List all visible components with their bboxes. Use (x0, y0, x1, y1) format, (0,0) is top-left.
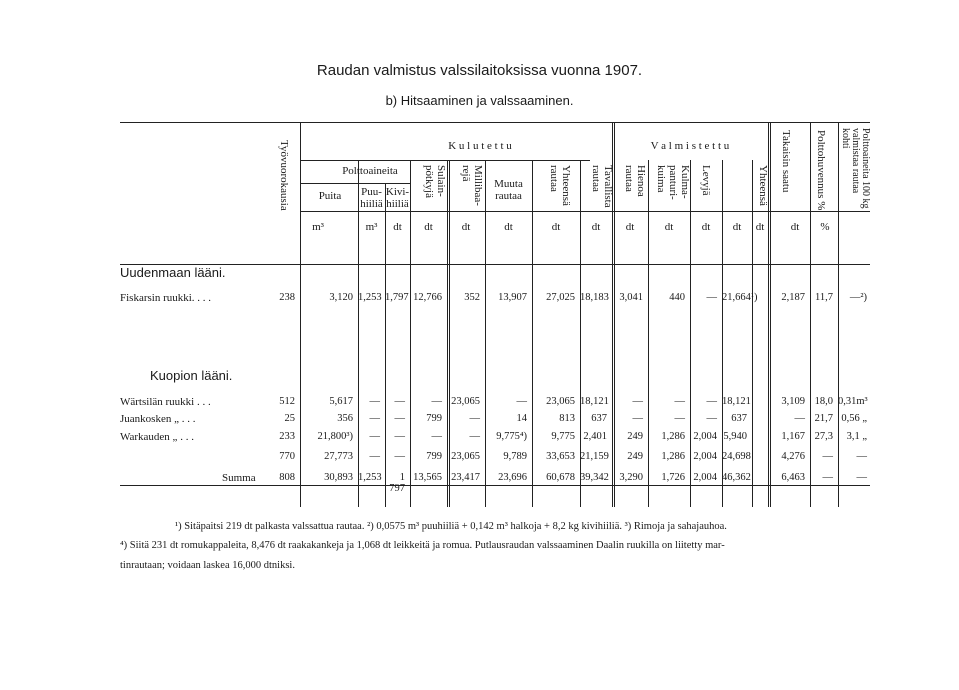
table-cell: 18,0 (814, 396, 833, 407)
header-yhteensa-v: Yhteensä (757, 165, 769, 206)
table-cell: 12,766 (413, 292, 442, 303)
row-name: Wärtsilän ruukki . . . (120, 396, 211, 408)
table-cell: 1,286 (661, 451, 685, 462)
table-cell: 27,773 (324, 451, 353, 462)
header-sulainpotkyja: Sulain- pötkyjä (423, 165, 447, 198)
table-cell: 1,726 (661, 472, 685, 483)
table-cell: 1,253 (358, 472, 382, 483)
table-cell: 21,7 (814, 413, 833, 424)
table-cell: 60,678 (546, 472, 575, 483)
footnote-3: tinrautaan; voidaan laskea 16,000 dtniksi. (120, 560, 295, 571)
table-cell: 2,004 (693, 472, 717, 483)
header-tavallista: Tavallista rautaa (590, 165, 614, 208)
table-cell: 813 (559, 413, 575, 424)
table-cell: 18,183 (580, 292, 609, 303)
table-cell: — (431, 396, 442, 407)
section-title-kuopio: Kuopion lääni. (150, 368, 233, 383)
unit: dt (551, 221, 561, 233)
header-levyja: Levyjä (700, 165, 712, 196)
table-cell: — (856, 451, 867, 462)
row-name: Fiskarsin ruukki. . . . (120, 292, 212, 304)
table-cell: 25 (284, 413, 295, 424)
table-cell: 13,907 (498, 292, 527, 303)
table-cell: 18,121 (580, 396, 609, 407)
table-cell: 238 (279, 292, 295, 303)
table-cell: 9,789 (503, 451, 527, 462)
unit: dt (625, 221, 635, 233)
page-title: Raudan valmistus valssilaitoksissa vuonna 1907. (316, 62, 643, 79)
table-cell: 27,3 (814, 431, 833, 442)
row-name: Summa (222, 472, 256, 484)
table-cell: 2,187 (781, 292, 805, 303)
table-cell: 1,286 (661, 431, 685, 442)
header-polttohuvennus: Polttohuvennus % (815, 130, 827, 211)
table-cell: 23,065 (451, 451, 480, 462)
table-cell: — (706, 413, 717, 424)
table-cell: 13,565 (413, 472, 442, 483)
table-cell: 27,025 (546, 292, 575, 303)
table-cell: — (369, 451, 380, 462)
table-cell: 356 (337, 413, 353, 424)
table-cell: — (394, 451, 405, 462)
table-cell: — (394, 396, 405, 407)
table-cell: 5,940 (723, 431, 747, 442)
page-subtitle: b) Hitsaaminen ja valssaaminen. (385, 93, 574, 108)
header-puita: Puita (318, 190, 342, 202)
table-cell: 1,797 (385, 292, 409, 303)
table-cell: 249 (627, 431, 643, 442)
table-cell: 1,167 (781, 431, 805, 442)
header-kulmapanturi: Kulma- panturi- kuima (655, 165, 691, 200)
table-cell: 0,56 „ (841, 413, 867, 424)
table-cell: 0,31m³ (838, 396, 868, 407)
table-cell: 23,065 (546, 396, 575, 407)
table-cell: — (674, 396, 685, 407)
table-cell: — (394, 431, 405, 442)
table-cell: 2,401 (583, 431, 607, 442)
header-kivihiilia: Kivi- hiiliä (385, 186, 410, 210)
header-millibaarireja: Millibaa- rejä (460, 165, 484, 206)
table-cell: — (822, 472, 833, 483)
unit: % (820, 221, 830, 233)
row-name: Juankosken „ . . . (120, 413, 196, 425)
table-cell: 808 (279, 472, 295, 483)
table-cell: 3,109 (781, 396, 805, 407)
table-cell: 249 (627, 451, 643, 462)
unit: dt (461, 221, 471, 233)
table-cell: 21,800³) (317, 431, 353, 442)
table-cell: — (632, 396, 643, 407)
table-cell: 23,065 (451, 396, 480, 407)
footnote-1: ¹) Sitäpaitsi 219 dt palkasta valssattua rautaa. ²) 0,0575 m³ puuhiiliä + 0,142 m³ halkoja + 8,2 kg kivihiiliä. ³) Rimoja ja sahajauhoa. (175, 521, 727, 532)
table-cell: — (706, 292, 717, 303)
table-cell: — (469, 431, 480, 442)
unit: dt (664, 221, 674, 233)
header-kulutettu: K u l u t e t t u (448, 140, 512, 152)
header-polttoaineita-100: Polttoaineita 100 kg valmistaa rautaa kohti (840, 128, 871, 209)
unit: m³ (312, 221, 324, 233)
table-cell: — (394, 413, 405, 424)
table-cell: 21,664¹) (722, 292, 758, 303)
table-cell: — (674, 413, 685, 424)
table-cell: — (469, 413, 480, 424)
unit: dt (591, 221, 601, 233)
header-hienoa: Hienoa rautaa (623, 165, 647, 197)
table-cell: 21,159 (580, 451, 609, 462)
table-cell: 3,1 „ (846, 431, 867, 442)
table-cell: 9,775 (551, 431, 575, 442)
table-cell: 3,120 (329, 292, 353, 303)
table-cell: 637 (591, 413, 607, 424)
table-cell: 6,463 (781, 472, 805, 483)
unit: dt (790, 221, 800, 233)
table-cell: — (369, 396, 380, 407)
section-title-uudenmaa: Uudenmaan lääni. (120, 265, 226, 280)
table-cell: 233 (279, 431, 295, 442)
table-cell: — (632, 413, 643, 424)
unit: dt (393, 221, 402, 233)
table-cell: 5,617 (329, 396, 353, 407)
table-cell: 14 (516, 413, 527, 424)
table-cell: — (516, 396, 527, 407)
table-cell: — (794, 413, 805, 424)
unit: dt (701, 221, 711, 233)
header-valmistettu: V a l m i s t e t t u (650, 140, 730, 152)
table-cell: 23,696 (498, 472, 527, 483)
table-cell: 4,276 (781, 451, 805, 462)
table-cell: 512 (279, 396, 295, 407)
table-cell: — (369, 431, 380, 442)
table-cell: — (369, 413, 380, 424)
table-cell: 637 (731, 413, 747, 424)
unit: dt (755, 221, 765, 233)
table-cell: — (822, 451, 833, 462)
table-cell: 440 (669, 292, 685, 303)
table-cell: 33,653 (546, 451, 575, 462)
table-cell: 39,342 (580, 472, 609, 483)
table-cell: 799 (426, 413, 442, 424)
table-cell: 352 (464, 292, 480, 303)
unit: dt (424, 221, 433, 233)
unit: m³ (365, 221, 378, 233)
table-cell: 30,893 (324, 472, 353, 483)
table-cell: — (431, 431, 442, 442)
table-cell: 11,7 (815, 292, 833, 303)
table-cell: 1 797 (389, 472, 405, 494)
unit: dt (504, 221, 513, 233)
row-name: Warkauden „ . . . (120, 431, 194, 443)
unit: dt (732, 221, 742, 233)
table-cell: 3,041 (619, 292, 643, 303)
table-cell: — (706, 396, 717, 407)
table-cell: 24,698 (722, 451, 751, 462)
header-polttoaineita: Polttoaineita (342, 165, 398, 177)
header-yhteensa-k: Yhteensä rautaa (548, 165, 572, 206)
table-cell: 799 (426, 451, 442, 462)
table-cell: 1,253 (358, 292, 382, 303)
header-muuta-rautaa: Muuta rautaa (494, 178, 523, 202)
table-cell: 18,121 (722, 396, 751, 407)
footnote-2: ⁴) Siitä 231 dt romukappaleita, 8,476 dt raakakankeja ja 1,068 dt leikkeitä ja romua. Putlausraudan valssaaminen Daalin ruukilla on liitetty mar- (120, 540, 725, 551)
header-takaisin: Takaisin saatu (780, 130, 792, 193)
table-cell: 3,290 (619, 472, 643, 483)
table-cell: 23,417 (451, 472, 480, 483)
header-tyovuorokausia: Työvuorokausia (278, 140, 290, 211)
table-cell: 770 (279, 451, 295, 462)
table-cell: 46,362 (722, 472, 751, 483)
header-puuhiilia: Puu- hiiliä (360, 186, 383, 210)
table-cell: —²) (849, 292, 867, 303)
table-cell: — (856, 472, 867, 483)
table-cell: 2,004 (693, 431, 717, 442)
table-cell: 9,775⁴) (496, 431, 527, 442)
table-cell: 2,004 (693, 451, 717, 462)
